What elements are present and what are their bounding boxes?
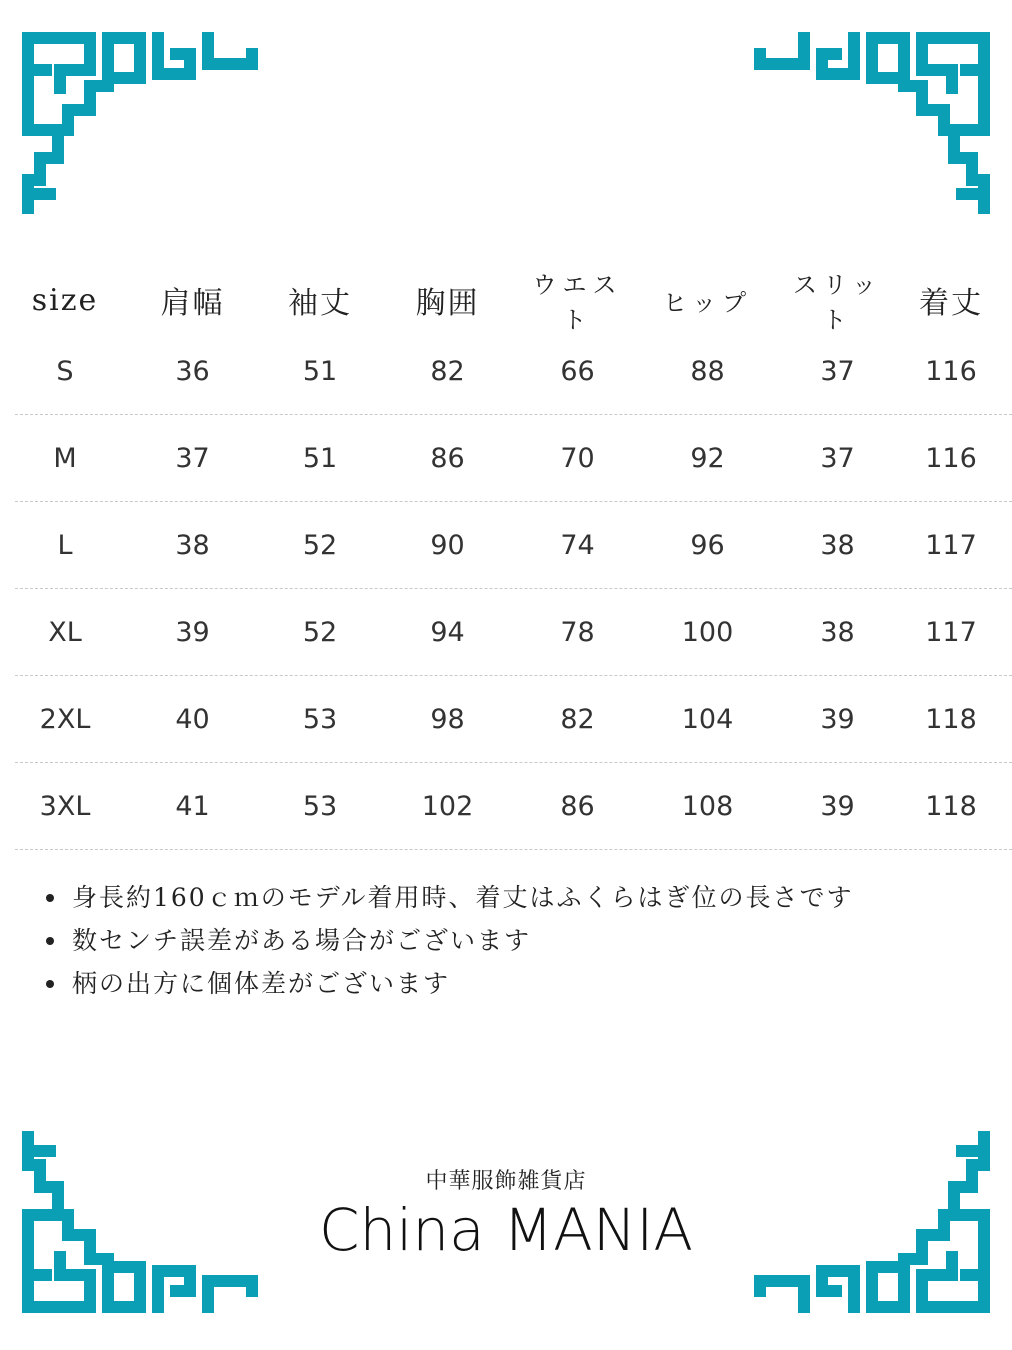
cell-chest: 98 [430, 703, 465, 735]
cell-waist: 82 [560, 703, 595, 735]
cell-slit: 39 [820, 790, 855, 822]
cell-hip: 104 [681, 703, 734, 735]
cell-size: M [53, 442, 77, 474]
cell-shoulder: 40 [175, 703, 210, 735]
header-size: size [31, 282, 99, 318]
cell-size: 3XL [39, 790, 91, 822]
cell-hip: 100 [681, 616, 734, 648]
fret-pattern-icon [752, 30, 992, 215]
cell-hip: 108 [681, 790, 734, 822]
table-row [15, 502, 1012, 589]
note-item: 身長約160ｃｍのモデル着用時、着丈はふくらはぎ位の長さです [40, 876, 853, 919]
header-hip: ヒップ [662, 288, 753, 317]
corner-ornament-top-right [752, 30, 992, 215]
cell-hip: 96 [690, 529, 725, 561]
cell-sleeve: 52 [302, 529, 338, 561]
cell-chest: 86 [430, 442, 465, 474]
table-row [15, 676, 1012, 763]
cell-slit: 39 [820, 703, 855, 735]
cell-sleeve: 53 [302, 703, 338, 735]
table-row [15, 763, 1012, 850]
cell-chest: 94 [430, 616, 465, 648]
header-shoulder: 肩幅 [160, 286, 225, 321]
cell-sleeve: 51 [302, 355, 338, 387]
cell-size: XL [48, 616, 82, 648]
header-length: 着丈 [919, 286, 983, 321]
cell-size: 2XL [39, 703, 91, 735]
header-chest: 胸囲 [415, 286, 480, 321]
cell-waist: 86 [560, 790, 595, 822]
cell-shoulder: 39 [175, 616, 210, 648]
cell-shoulder: 36 [175, 355, 210, 387]
cell-hip: 92 [690, 442, 725, 474]
note-item: 数センチ誤差がある場合がございます [40, 919, 853, 962]
cell-slit: 37 [820, 442, 855, 474]
cell-waist: 70 [560, 442, 595, 474]
cell-waist: 66 [560, 355, 595, 387]
notes-list [40, 876, 853, 1005]
cell-size: L [57, 529, 73, 561]
cell-size: S [56, 355, 74, 387]
header-sleeve: 袖丈 [288, 286, 352, 321]
cell-length: 117 [925, 616, 977, 648]
cell-slit: 38 [820, 616, 855, 648]
cell-hip: 88 [690, 355, 725, 387]
table-row [15, 328, 1012, 415]
cell-waist: 74 [560, 529, 595, 561]
cell-length: 118 [925, 703, 977, 735]
brand-subtitle: 中華服飾雑貨店 [425, 1169, 587, 1194]
cell-shoulder: 38 [175, 529, 210, 561]
cell-chest: 82 [430, 355, 465, 387]
header-slit: スリット [792, 271, 883, 334]
table-row [15, 415, 1012, 502]
cell-length: 117 [925, 529, 977, 561]
cell-slit: 38 [820, 529, 855, 561]
header-waist: ウエスト [532, 271, 623, 334]
cell-length: 116 [925, 355, 977, 387]
corner-ornament-top-left [20, 30, 260, 215]
fret-pattern-icon [20, 30, 260, 215]
size-chart-table [15, 272, 1012, 850]
cell-shoulder: 41 [175, 790, 210, 822]
note-item: 柄の出方に個体差がございます [40, 962, 853, 1005]
brand-logo-text: China MANIA [319, 1196, 693, 1264]
cell-sleeve: 51 [302, 442, 338, 474]
cell-chest: 90 [430, 529, 465, 561]
cell-slit: 37 [820, 355, 855, 387]
cell-length: 116 [925, 442, 977, 474]
table-row [15, 589, 1012, 676]
table-body [15, 328, 1012, 850]
cell-waist: 78 [560, 616, 595, 648]
cell-shoulder: 37 [175, 442, 210, 474]
cell-chest: 102 [421, 790, 474, 822]
cell-sleeve: 53 [302, 790, 338, 822]
cell-length: 118 [925, 790, 977, 822]
table-header-row [15, 271, 1012, 334]
cell-sleeve: 52 [302, 616, 338, 648]
